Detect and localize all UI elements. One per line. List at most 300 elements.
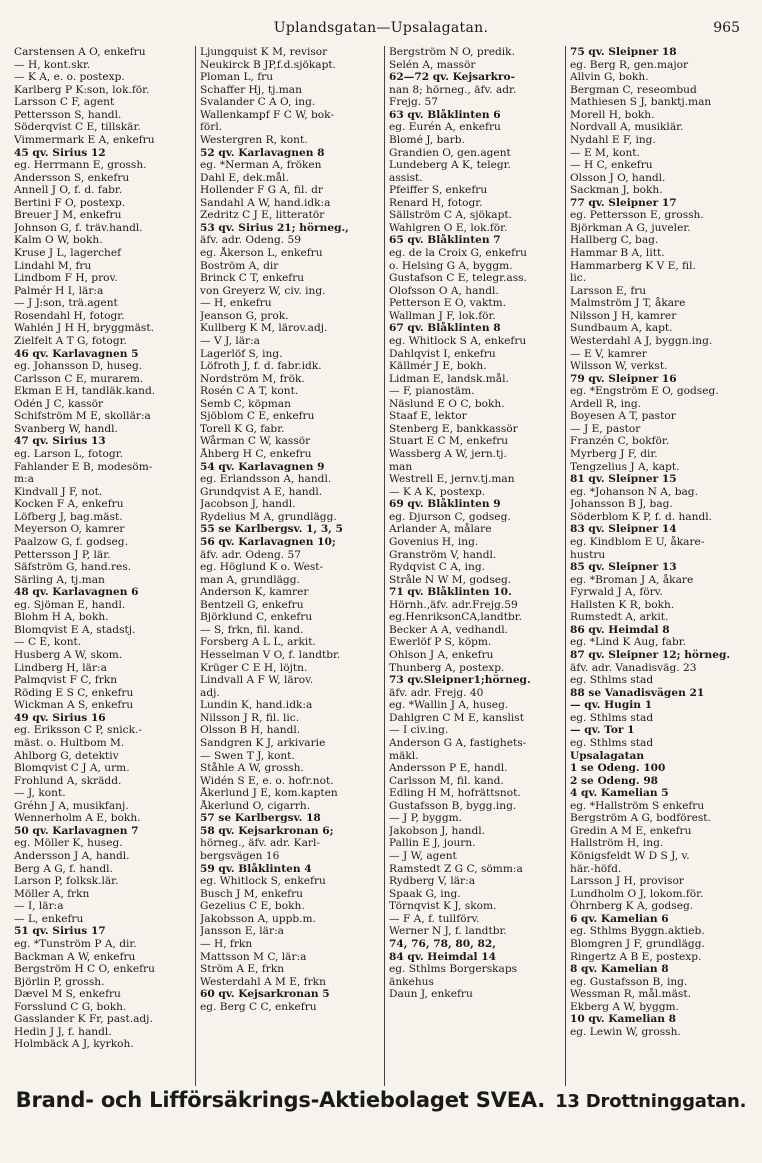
directory-entry: eg.HenriksonCA,landtbr. xyxy=(389,611,522,624)
directory-entry: 88 se Vanadisvägen 21 xyxy=(570,686,705,699)
directory-entry: — S, frkn, fil. kand. xyxy=(200,623,304,636)
directory-entry: här.-höfd. xyxy=(570,862,622,875)
directory-entry: Forsberg A L L, arkit. xyxy=(200,636,316,649)
directory-entry: Staaf E, lektor xyxy=(389,410,467,423)
directory-entry: eg. *Engström E O, godseg. xyxy=(570,385,719,398)
advertisement-text: Brand- och Lifförsäkrings-Aktiebolaget SVEA. xyxy=(15,1088,546,1112)
directory-entry: — H C, enkefru xyxy=(570,159,653,172)
directory-entry: 2 se Odeng. 98 xyxy=(570,774,659,787)
directory-entry: 8 qv. Kamelian 8 xyxy=(570,963,669,976)
directory-entry: Spaak G, ing. xyxy=(389,887,461,900)
directory-entry: Ploman L, fru xyxy=(200,71,274,84)
directory-entry: — Swen T J, kont. xyxy=(200,749,295,762)
directory-entry: Dahl E, dek.mål. xyxy=(200,171,289,184)
directory-entry: Pettersson S, handl. xyxy=(14,108,122,121)
directory-entry: Werner N J, f. landtbr. xyxy=(389,925,507,938)
directory-entry: Hallsten K R, bokh. xyxy=(570,598,675,611)
directory-entry: — H, frkn xyxy=(200,937,253,950)
directory-entry: Wickman A S, enkefru xyxy=(14,699,134,712)
directory-entry: 54 qv. Karlavagnen 9 xyxy=(200,460,325,473)
directory-entry: Breuer J M, enkefru xyxy=(14,209,122,222)
page-title: Uplandsgatan—Upsalagatan. xyxy=(273,20,489,36)
directory-entry: Lundeberg A K, telegr. xyxy=(389,159,511,172)
advertisement-address: 13 Drottninggatan. xyxy=(555,1091,747,1112)
directory-entry: Dahlgren C M E, kanslist xyxy=(389,711,524,724)
directory-entry: Fyrwald J A, förv. xyxy=(570,586,663,599)
page-number: 965 xyxy=(713,20,740,36)
directory-entry: 4 qv. Kamelian 5 xyxy=(570,787,669,800)
directory-entry: Kocken F A, enkefru xyxy=(14,498,124,511)
directory-entry: — F, pianostäm. xyxy=(389,385,475,398)
directory-entry: Wessman R, mål.mäst. xyxy=(570,988,691,1001)
directory-entry: 81 qv. Sleipner 15 xyxy=(570,473,677,486)
directory-entry: 63 qv. Blåklinten 6 xyxy=(389,108,501,121)
directory-entry: eg. Larson L, fotogr. xyxy=(14,448,123,460)
directory-entry: — L, enkefru xyxy=(14,912,84,925)
directory-entry: Ekman E H, tandläk.kand. xyxy=(14,385,156,398)
directory-entry: Zedritz C J E, litteratör xyxy=(200,209,325,222)
directory-entry: Ekberg A W, byggm. xyxy=(570,1000,679,1013)
directory-entry: Grundqvist A E, handl. xyxy=(200,485,323,498)
directory-entry: Holmbäck A J, kyrkoh. xyxy=(14,1038,134,1051)
directory-entry: Mathiesen S J, banktj.man xyxy=(570,96,712,109)
directory-entry: Olsson B H, handl. xyxy=(200,724,301,737)
directory-entry: Törnqvist K J, skom. xyxy=(389,900,497,913)
directory-entry: Blomgren J F, grundlägg. xyxy=(570,937,705,950)
directory-entry: eg. *Johanson N A, bag. xyxy=(570,485,698,498)
directory-entry: 49 qv. Sirius 16 xyxy=(14,711,106,724)
directory-entry: Lindahl M, fru xyxy=(14,259,92,272)
directory-entry: Govenius H, ing. xyxy=(389,535,479,548)
directory-entry: Rydqvist C A, ing. xyxy=(389,561,485,574)
directory-entry: — V J, lär:a xyxy=(200,334,260,347)
directory-entry: Nilsson J H, kamrer xyxy=(570,309,677,322)
directory-entry: Bertini F O, postexp. xyxy=(14,196,126,209)
directory-entry: Ahlborg G, detektiv xyxy=(14,749,119,762)
directory-entry: Andersson J A, handl. xyxy=(14,850,130,862)
directory-entry: Lagerlöf S, ing. xyxy=(200,347,283,360)
directory-entry: Frohlund A, skrädd. xyxy=(14,774,122,787)
directory-entry: Rumstedt A, arkit. xyxy=(570,611,669,624)
directory-entry: Ramstedt Z G C, sömm:a xyxy=(389,862,523,875)
directory-entry: Sackman J, bokh. xyxy=(570,184,663,197)
directory-entry: Hedin J J, f. handl. xyxy=(14,1025,112,1038)
directory-entry: 84 qv. Heimdal 14 xyxy=(389,950,497,963)
directory-entry: Westerdahl A M E, frkn xyxy=(200,975,326,988)
directory-entry: 75 qv. Sleipner 18 xyxy=(570,46,677,58)
directory-entry: Löfberg J, bag.mäst. xyxy=(14,510,123,523)
directory-entry: änkehus xyxy=(389,975,434,988)
directory-entry: bergsvägen 16 xyxy=(200,850,280,862)
directory-entry: Odén J C, kassör xyxy=(14,397,104,410)
directory-entry: Lindberg H, lär:a xyxy=(14,661,107,674)
directory-entry: Olofsson O A, handl. xyxy=(389,284,499,297)
directory-entry: Larsson C F, agent xyxy=(14,96,115,109)
directory-entry: Gustafsson B, bygg.ing. xyxy=(389,799,517,812)
directory-entry: Möller A, frkn xyxy=(14,887,90,900)
directory-entry: 62—72 qv. Kejsarkro- xyxy=(389,71,515,84)
directory-entry: Morell H, bokh. xyxy=(570,108,655,121)
directory-entry: Boyesen A T, pastor xyxy=(570,410,676,423)
directory-entry: 10 qv. Kamelian 8 xyxy=(570,1013,676,1026)
directory-entry: Krüger C E H, löjtn. xyxy=(200,661,308,674)
directory-entry: — J J:son, trä.agent xyxy=(14,297,118,310)
directory-entry: 48 qv. Karlavagnen 6 xyxy=(14,586,139,599)
directory-entry: lic. xyxy=(570,272,587,285)
directory-entry: Granström V, handl. xyxy=(389,548,497,561)
directory-entry: Renard H, fotogr. xyxy=(389,196,483,209)
directory-entry: Karlberg P K:son, lok.för. xyxy=(14,83,150,96)
directory-entry: Wallman J F, lok.för. xyxy=(389,309,496,322)
directory-entry: 52 qv. Karlavagnen 8 xyxy=(200,146,325,159)
directory-entry: Neukirck B JP,f.d.sjökapt. xyxy=(200,58,336,71)
directory-entry: 67 qv. Blåklinten 8 xyxy=(389,322,501,335)
directory-entry: Kindvall J F, not. xyxy=(14,485,103,498)
directory-entry: Rydberg V, lär:a xyxy=(389,875,476,888)
directory-entry: Nilsson J R, fil. lic. xyxy=(200,711,300,724)
directory-entry: Stenberg E, bankkassör xyxy=(389,422,518,435)
directory-entry: man A, grundlägg. xyxy=(200,573,300,586)
directory-entry: Franzén C, bokför. xyxy=(570,435,670,448)
directory-entry: Gredin A M E, enkefru xyxy=(570,824,692,837)
directory-entry: Arlander A, målare xyxy=(389,523,492,536)
directory-entry: Edling H M, hofrättsnot. xyxy=(389,787,521,800)
directory-entry: Kruse J L, lagerchef xyxy=(14,247,122,259)
directory-entry: Sundbaum A, kapt. xyxy=(570,322,673,335)
directory-entry: Thunberg A, postexp. xyxy=(389,661,505,674)
directory-entry: Tengzelius J A, kapt. xyxy=(570,460,680,473)
directory-entry: — C E, kont. xyxy=(14,636,82,649)
directory-entry: — J W, agent xyxy=(389,850,457,862)
directory-entry: Rosendahl H, fotogr. xyxy=(14,309,125,322)
directory-entry: Carlsson M, fil. kand. xyxy=(389,774,504,787)
directory-entry: Åkerlund O, cigarrh. xyxy=(200,799,311,812)
directory-entry: Zielfelt A T G, fotogr. xyxy=(14,334,127,347)
directory-entry: Dævel M S, enkefru xyxy=(14,988,121,1001)
directory-entry: 46 qv. Karlavagnen 5 xyxy=(14,347,139,360)
directory-entry: eg. Sjöman E, handl. xyxy=(14,598,126,611)
directory-entry: Bergman C, reseombud xyxy=(570,83,697,96)
directory-entry: 77 qv. Sleipner 17 xyxy=(570,196,677,209)
directory-entry: eg. Sthlms stad xyxy=(570,711,654,724)
directory-entry: Palmqvist F C, frkn xyxy=(14,674,118,687)
directory-entry: — J P, byggm. xyxy=(389,812,463,825)
directory-entry: äfv. adr. Frejg. 40 xyxy=(389,686,484,699)
directory-entry: Fahlander E B, modesöm- xyxy=(14,460,153,473)
directory-entry: Frejg. 57 xyxy=(389,96,438,109)
directory-entry: Sandgren K J, arkivarie xyxy=(200,736,326,749)
directory-entry: Anderson G A, fastighets- xyxy=(389,736,527,749)
directory-entry: Carstensen A O, enkefru xyxy=(14,46,146,58)
directory-entry: Jakobsson A, uppb.m. xyxy=(200,912,316,925)
directory-entry: eg. *Nerman A, fröken xyxy=(200,159,322,172)
directory-entry: — K A K, postexp. xyxy=(389,485,486,498)
directory-entry: Becker A A, vedhandl. xyxy=(389,623,509,636)
directory-entry: m:a xyxy=(14,473,34,486)
directory-entry: eg. Whitlock S, enkefru xyxy=(200,875,326,888)
directory-entry: — H, enkefru xyxy=(200,297,272,310)
directory-entry: Busch J M, enkefru xyxy=(200,887,303,900)
directory-entry: Blomé J, barb. xyxy=(389,133,465,146)
directory-entry: Hollender F G A, fil. dr xyxy=(200,184,323,197)
directory-entry: Svalander C A O, ing. xyxy=(200,96,316,109)
directory-entry: Wahlén J H H, bryggmäst. xyxy=(14,322,154,335)
directory-entry: Svanberg W, handl. xyxy=(14,422,118,435)
directory-entry: Jacobson J, handl. xyxy=(200,498,296,511)
directory-entry: Ringertz A B E, postexp. xyxy=(570,950,702,963)
directory-entry: äfv. adr. Vanadisväg. 23 xyxy=(570,661,697,674)
directory-entry: Andersson P E, handl. xyxy=(389,762,508,775)
directory-entry: eg. Herrmann E, grossh. xyxy=(14,159,147,172)
directory-entry: Dahlqvist I, enkefru xyxy=(389,347,496,360)
directory-entry: 59 qv. Blåklinten 4 xyxy=(200,862,312,875)
directory-entry: Widén S E, e. o. hofr.not. xyxy=(200,774,334,787)
page-header xyxy=(0,20,762,42)
directory-entry: Wassberg A W, jern.tj. xyxy=(389,448,507,460)
directory-entry: — E V, kamrer xyxy=(570,347,647,360)
directory-entry: Lundholm O J, lokom.för. xyxy=(570,887,704,900)
directory-entry: Bergström N O, predik. xyxy=(389,46,515,58)
directory-entry: eg. *Lind K Aug, fabr. xyxy=(570,636,687,649)
directory-entry: Palmér H I, lär:a xyxy=(14,284,104,297)
directory-entry: eg. Gustafsson B, ing. xyxy=(570,975,688,988)
directory-entry: Bergström H C O, enkefru xyxy=(14,963,155,976)
directory-entry: eg. *Tunström P A, dir. xyxy=(14,937,137,950)
directory-entry: mäst. o. Hultbom M. xyxy=(14,736,125,749)
directory-entry: Forsslund C G, bokh. xyxy=(14,1000,127,1013)
directory-entry: 53 qv. Sirius 21; hörneg., xyxy=(200,221,349,234)
directory-entry: Larsson E, fru xyxy=(570,284,647,297)
directory-entry: 58 qv. Kejsarkronan 6; xyxy=(200,824,334,837)
directory-entry: Björlin P, grossh. xyxy=(14,975,105,988)
directory-entry: eg. de la Croix G, enkefru xyxy=(389,247,527,259)
directory-entry: mäkl. xyxy=(389,749,419,762)
directory-entry: Larson P, folksk.lär. xyxy=(14,875,119,888)
directory-entry: adj. xyxy=(200,686,220,699)
directory-entry: Nydahl E F, ing. xyxy=(570,133,656,146)
directory-entry: eg. *Broman J A, åkare xyxy=(570,573,694,586)
directory-entry: Bergström A G, bodförest. xyxy=(570,812,711,825)
directory-entry: 65 qv. Blåklinten 7 xyxy=(389,234,501,247)
advertisement-footer xyxy=(0,1088,762,1112)
directory-entry: Annell J O, f. d. fabr. xyxy=(14,184,123,197)
directory-entry: eg. Berg R, gen.major xyxy=(570,58,689,71)
directory-entry: 6 qv. Kamelian 6 xyxy=(570,912,669,925)
directory-entry: Säfström G, hand.res. xyxy=(14,561,132,574)
directory-entry: Lundin K, hand.idk:a xyxy=(200,699,313,712)
directory-entry: Boström A, dir xyxy=(200,259,279,272)
directory-entry: Näslund E O C, bokh. xyxy=(389,397,505,410)
directory-entry: Königsfeldt W D S J, v. xyxy=(570,850,690,862)
directory-entry: Söderqvist C E, tillskär. xyxy=(14,121,141,134)
directory-entry: Gustafson C E, telegr.ass. xyxy=(389,272,527,285)
directory-entry: 69 qv. Blåklinten 9 xyxy=(389,498,501,511)
directory-entry: Lidman E, landsk.mål. xyxy=(389,372,509,385)
directory-entry: Kullberg K M, lärov.adj. xyxy=(200,322,328,335)
directory-entry: Vimmermark E A, enkefru xyxy=(14,133,155,146)
directory-entry: Sandahl A W, hand.idk:a xyxy=(200,196,331,209)
directory-entry: Grandien O, gen.agent xyxy=(389,146,511,159)
directory-entry: Pfeiffer S, enkefru xyxy=(389,184,488,197)
directory-entry: Öhrnberg K A, godseg. xyxy=(570,900,694,913)
directory-entry: — qv. Tor 1 xyxy=(570,724,635,737)
directory-entry: Backman A W, enkefru xyxy=(14,950,136,963)
directory-entry: Torell K G, fabr. xyxy=(200,422,285,435)
directory-entry: eg. Sthlms Borgerskaps xyxy=(389,963,518,976)
directory-entry: Ohlson J A, enkefru xyxy=(389,649,494,661)
directory-entry: Hallström H, ing. xyxy=(570,837,664,850)
directory-entry: — I civ.ing. xyxy=(389,724,449,737)
directory-entry: hörneg., äfv. adr. Karl- xyxy=(200,837,320,850)
directory-entry: man xyxy=(389,460,413,473)
directory-entry: 73 qv.Sleipner1;hörneg. xyxy=(389,674,531,687)
directory-entry: Rydelius M A, grundlägg. xyxy=(200,510,337,523)
directory-entry: Björklund C, enkefru xyxy=(200,611,313,624)
directory-entry: Åhberg H C, enkefru xyxy=(200,448,312,460)
directory-entry: Blomqvist E A, stadstj. xyxy=(14,623,136,636)
directory-entry: Lindvall A F W, lärov. xyxy=(200,674,314,687)
directory-entry: Gréhn J A, musikfanj. xyxy=(14,799,129,812)
directory-entry: Westergren R, kont. xyxy=(200,133,308,146)
directory-entry: Westerdahl A J, byggn.ing. xyxy=(570,334,713,347)
column-2 xyxy=(195,46,383,1086)
directory-entry: Hallberg C, bag. xyxy=(570,234,659,247)
directory-entry: Sjöblom C E, enkefru xyxy=(200,410,315,423)
directory-entry: eg. *Wallin J A, huseg. xyxy=(389,699,509,712)
directory-entry: Daun J, enkefru xyxy=(389,988,473,1001)
directory-entry: — H, kont.skr. xyxy=(14,58,91,71)
directory-entry: eg. Johansson D, huseg. xyxy=(14,360,143,373)
directory-entry: eg. Sthlms stad xyxy=(570,736,654,749)
directory-entry: Bentzell G, enkefru xyxy=(200,598,304,611)
directory-entry: Särling A, tj.man xyxy=(14,573,105,586)
directory-entry: Rosén C A T, kont. xyxy=(200,385,299,398)
directory-entry: Gasslander K Fr, past.adj. xyxy=(14,1013,153,1026)
directory-entry: 51 qv. Sirius 17 xyxy=(14,925,106,938)
directory-entry: Söderblom K P, f. d. handl. xyxy=(570,510,713,523)
directory-entry: Malmström J T, åkare xyxy=(570,297,686,310)
directory-entry: 79 qv. Sleipner 16 xyxy=(570,372,677,385)
directory-entry: o. Helsing G A, byggm. xyxy=(389,259,513,272)
directory-entry: Paalzow G, f. godseg. xyxy=(14,535,128,548)
directory-entry: Jakobson J, handl. xyxy=(389,824,486,837)
directory-entry: Blohm H A, bokh. xyxy=(14,611,109,624)
directory-entry: 47 qv. Sirius 13 xyxy=(14,435,106,448)
directory-entry: eg. Erlandsson A, handl. xyxy=(200,473,332,486)
directory-entry: Andersson S, enkefru xyxy=(14,171,130,184)
directory-columns xyxy=(14,46,750,1086)
directory-entry: äfv. adr. Odeng. 57 xyxy=(200,548,301,561)
directory-entry: Hesselman V O, f. landtbr. xyxy=(200,649,341,661)
directory-entry: eg. Eurén A, enkefru xyxy=(389,121,501,134)
directory-entry: 50 qv. Karlavagnen 7 xyxy=(14,824,139,837)
directory-entry: hustru xyxy=(570,548,606,561)
directory-entry: 87 qv. Sleipner 12; hörneg. xyxy=(570,649,731,661)
directory-entry: eg. Djurson C, godseg. xyxy=(389,510,511,523)
directory-entry: — J, kont. xyxy=(14,787,66,800)
directory-entry: assist. xyxy=(389,171,423,184)
directory-entry: Hörnh.,äfv. adr.Frejg.59 xyxy=(389,598,518,611)
directory-entry: Semb C, köpman xyxy=(200,397,291,410)
column-3 xyxy=(384,46,565,1086)
directory-entry: Westrell E, jernv.tj.man xyxy=(389,473,515,486)
directory-entry: eg. Höglund K o. West- xyxy=(200,561,324,574)
directory-entry: — K A, e. o. postexp. xyxy=(14,71,125,84)
directory-entry: Myrberg J F, dir. xyxy=(570,448,658,460)
directory-entry: von Greyerz W, civ. ing. xyxy=(200,284,326,297)
directory-entry: Blomqvist C J A, urm. xyxy=(14,762,130,775)
directory-entry: Kalm O W, bokh. xyxy=(14,234,103,247)
directory-entry: Anderson K, kamrer xyxy=(200,586,309,599)
directory-entry: eg. Kindblom E U, åkare- xyxy=(570,535,705,548)
directory-entry: Stuart E C M, enkefru xyxy=(389,435,509,448)
directory-entry: Pallin E J, journ. xyxy=(389,837,476,850)
directory-entry: Pettersson J P, lär. xyxy=(14,548,111,561)
directory-entry: förl. xyxy=(200,121,223,134)
directory-entry: Schaffer Hj, tj.man xyxy=(200,83,302,96)
directory-entry: Meyerson O, kamrer xyxy=(14,523,125,536)
directory-entry: Röding E S C, enkefru xyxy=(14,686,134,699)
directory-entry: eg. Whitlock S A, enkefru xyxy=(389,334,527,347)
directory-entry: eg. Sthlms Byggn.aktieb. xyxy=(570,925,705,938)
directory-entry: 71 qv. Blåklinten 10. xyxy=(389,586,512,599)
directory-entry: Carlsson C E, murarem. xyxy=(14,372,144,385)
directory-entry: — F A, f. tullförv. xyxy=(389,912,480,925)
directory-entry: 83 qv. Sleipner 14 xyxy=(570,523,677,536)
directory-entry: 1 se Odeng. 100 xyxy=(570,762,666,775)
directory-entry: Ardell R, ing. xyxy=(570,397,641,410)
directory-entry: Petterson E O, vaktm. xyxy=(389,297,507,310)
directory-entry: Ståhle A W, grossh. xyxy=(200,762,304,775)
directory-entry: Jeanson G, prok. xyxy=(200,309,289,322)
directory-entry: nan 8; hörneg., äfv. adr. xyxy=(389,83,517,96)
directory-entry: Wahlgren O E, lok.för. xyxy=(389,221,508,234)
directory-entry: Björkman A G, juveler. xyxy=(570,221,691,234)
directory-entry: eg. Åkerson L, enkefru xyxy=(200,247,323,259)
directory-entry: Johnson G, f. träv.handl. xyxy=(14,221,143,234)
directory-entry: Brinck C T, enkefru xyxy=(200,272,305,285)
directory-entry: eg. *Hallström S enkefru xyxy=(570,799,705,812)
directory-entry: eg. Berg C C, enkefru xyxy=(200,1000,317,1013)
directory-entry: 85 qv. Sleipner 13 xyxy=(570,561,677,574)
directory-entry: Nordvall A, musiklär. xyxy=(570,121,684,134)
directory-entry: Lindbom F H, prov. xyxy=(14,272,118,285)
directory-entry: 45 qv. Sirius 12 xyxy=(14,146,106,159)
directory-entry: Wilsson W, verkst. xyxy=(570,360,668,373)
directory-entry: — I, lär:a xyxy=(14,900,64,913)
directory-entry: äfv. adr. Odeng. 59 xyxy=(200,234,301,247)
directory-entry: Berg A G, f. handl. xyxy=(14,862,113,875)
directory-entry: Sällström C A, sjökapt. xyxy=(389,209,512,222)
directory-entry: Ström A E, frkn xyxy=(200,963,285,976)
directory-entry: Larsson J H, provisor xyxy=(570,875,684,888)
directory-entry: eg. Lewin W, grossh. xyxy=(570,1025,681,1038)
directory-entry: Källmér J E, bokh. xyxy=(389,360,487,373)
directory-entry: 86 qv. Heimdal 8 xyxy=(570,623,670,636)
directory-entry: 60 qv. Kejsarkronan 5 xyxy=(200,988,330,1001)
directory-entry: Stråle N W M, godseg. xyxy=(389,573,512,586)
directory-entry: eg. Pettersson E, grossh. xyxy=(570,209,704,222)
directory-entry: Hammarberg K V E, fil. xyxy=(570,259,696,272)
directory-entry: eg. Eriksson C P, snick.- xyxy=(14,724,142,737)
directory-entry: — E M, kont. xyxy=(570,146,640,159)
directory-entry: 57 se Karlbergsv. 18 xyxy=(200,812,321,825)
directory-entry: Wallenkampf F C W, bok- xyxy=(200,108,334,121)
directory-entry: Gezelius C E, bokh. xyxy=(200,900,305,913)
directory-entry: eg. Möller K, huseg. xyxy=(14,837,123,850)
directory-entry: Hammar B A, litt. xyxy=(570,247,665,259)
directory-entry: 74, 76, 78, 80, 82, xyxy=(389,937,496,950)
